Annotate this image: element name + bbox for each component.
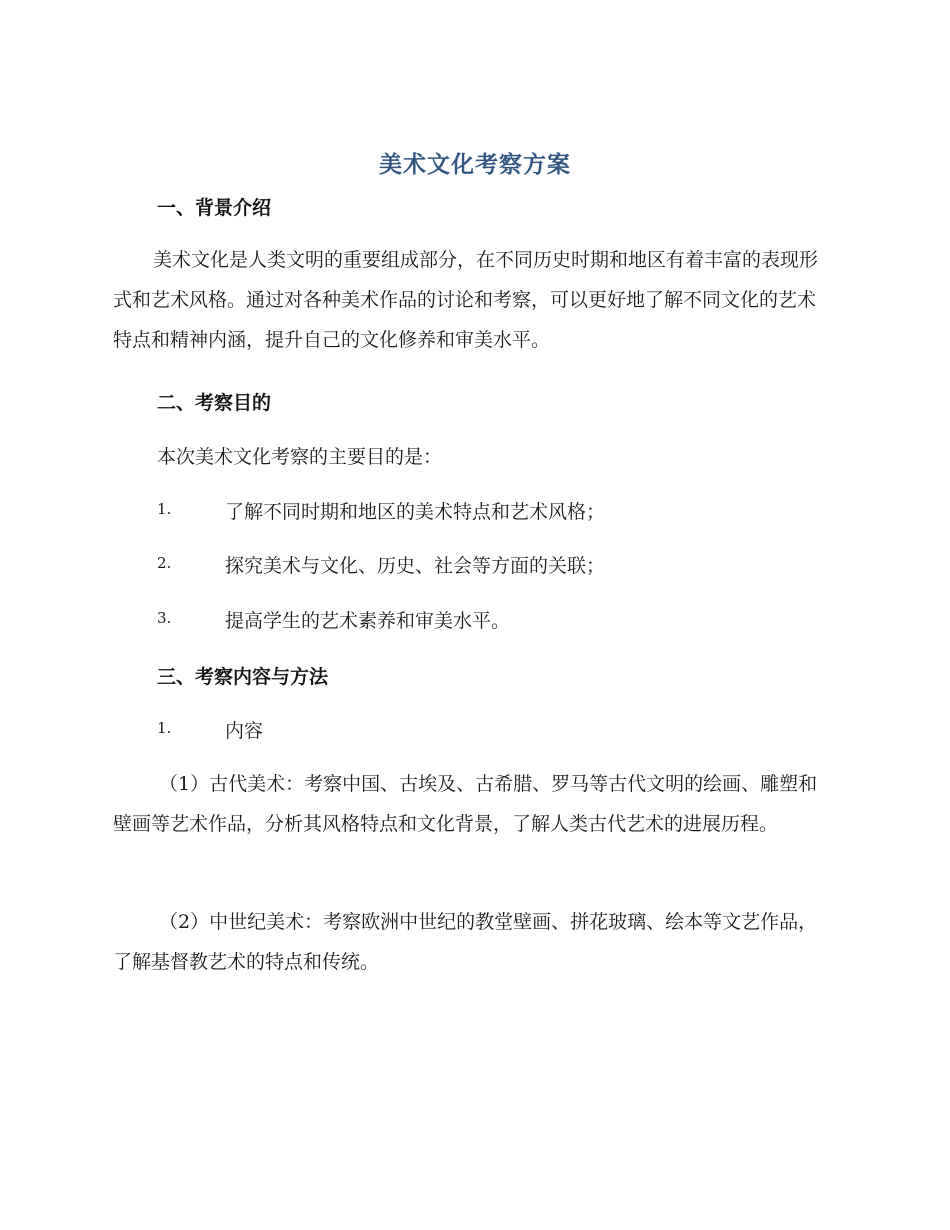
section-heading-content-method: 三、考察内容与方法 — [157, 666, 329, 688]
ancient-art-paragraph: （1）古代美术：考察中国、古埃及、古希腊、罗马等古代文明的绘画、雕塑和壁画等艺术作品，分析其风格特点和文化背景，了解人类古代艺术的进展历程。 — [113, 773, 818, 835]
list-item-number: 1. — [157, 719, 172, 737]
medieval-art-paragraph: （2）中世纪美术：考察欧洲中世纪的教堂壁画、拼花玻璃、绘本等文艺作品，了解基督教艺术的特点和传统。 — [113, 911, 818, 973]
list-item-text: 探究美术与文化、历史、社会等方面的关联； — [225, 555, 606, 577]
list-item-text: 提高学生的艺术素养和审美水平。 — [225, 610, 511, 632]
list-item-number: 3. — [157, 609, 172, 627]
section-heading-purpose: 二、考察目的 — [157, 392, 272, 414]
list-item-number: 1. — [157, 500, 172, 518]
list-item-text: 内容 — [225, 720, 264, 742]
section-heading-background: 一、背景介绍 — [157, 197, 272, 219]
purpose-intro: 本次美术文化考察的主要目的是： — [157, 446, 443, 468]
list-item-number: 2. — [157, 554, 172, 572]
list-item-text: 了解不同时期和地区的美术特点和艺术风格； — [225, 501, 606, 523]
background-paragraph: 美术文化是人类文明的重要组成部分，在不同历史时期和地区有着丰富的表现形式和艺术风格。通过对各种美术作品的讨论和考察，可以更好地了解不同文化的艺术特点和精神内涵，提升自己的文化修养和审美水平。 — [113, 249, 819, 351]
document-title: 美术文化考察方案 — [379, 152, 571, 178]
